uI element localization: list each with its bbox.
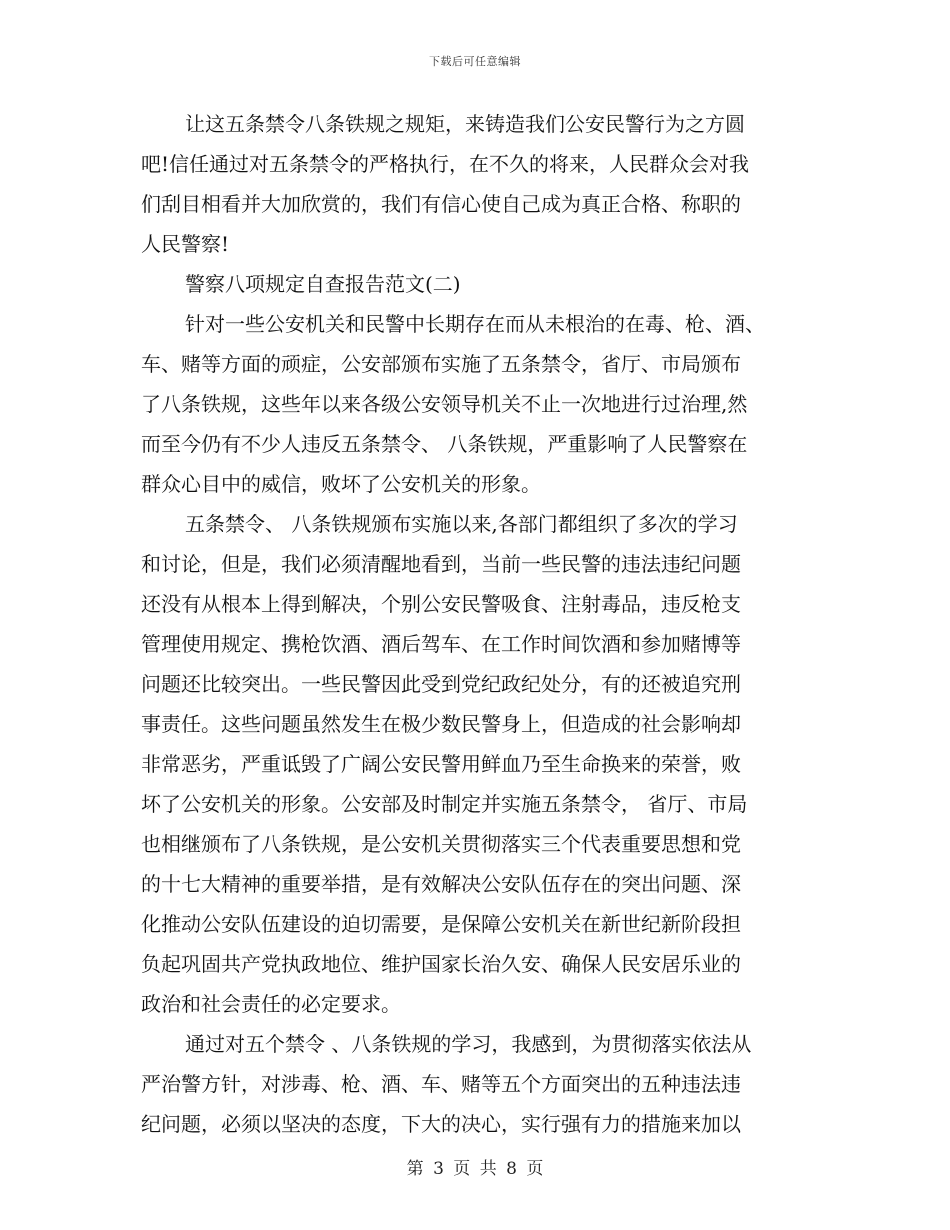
- text-line: 非常恶劣，严重诋毁了广阔公安民警用鲜血乃至生命换来的荣誉，败: [141, 752, 741, 776]
- text-line: 了八条铁规，这些年以来各级公安领导机关不止一次地进行过治理,然: [141, 392, 748, 416]
- text-line: 严治警方针，对涉毒、枪、酒、车、赌等五个方面突出的五种违法违: [141, 1072, 741, 1096]
- text-line: 问题还比较突出。一些民警因此受到党纪政纪处分，有的还被追究刑: [141, 672, 741, 696]
- text-line: 们刮目相看并大加欣赏的，我们有信心使自己成为真正合格、称职的: [141, 192, 741, 216]
- text-line: 让这五条禁令八条铁规之规矩，来铸造我们公安民警行为之方圆: [185, 112, 745, 136]
- text-line: 化推动公安队伍建设的迫切需要，是保障公安机关在新世纪新阶段担: [141, 912, 741, 936]
- text-line: 管理使用规定、携枪饮酒、酒后驾车、在工作时间饮酒和参加赌博等: [141, 632, 741, 656]
- text-line: 五条禁令、 八条铁规颁布实施以来,各部门都组织了多次的学习: [185, 512, 738, 536]
- section-heading: 警察八项规定自查报告范文(二): [185, 272, 461, 296]
- text-line: 吧!信任通过对五条禁令的严格执行，在不久的将来，人民群众会对我: [141, 152, 750, 176]
- text-line: 负起巩固共产党执政地位、维护国家长治久安、确保人民安居乐业的: [141, 952, 741, 976]
- text-line: 针对一些公安机关和民警中长期存在而从未根治的在毒、枪、酒、: [185, 312, 765, 336]
- text-line: 坏了公安机关的形象。公安部及时制定并实施五条禁令， 省厅、市局: [141, 792, 748, 816]
- text-line: 通过对五个禁令 、八条铁规的学习，我感到，为贯彻落实依法从: [185, 1032, 752, 1056]
- text-line: 群众心目中的威信，败坏了公安机关的形象。: [141, 472, 541, 496]
- text-line: 和讨论，但是，我们必须清醒地看到，当前一些民警的违法违纪问题: [141, 552, 741, 576]
- document-body: [141, 104, 806, 1144]
- text-line: 而至今仍有不少人违反五条禁令、 八条铁规，严重影响了人民警察在: [141, 432, 748, 456]
- page-header: 下载后可任意编辑: [429, 55, 521, 68]
- text-line: 事责任。这些问题虽然发生在极少数民警身上，但造成的社会影响却: [141, 712, 741, 736]
- text-line: 人民警察!: [141, 232, 230, 256]
- text-line: 的十七大精神的重要举措，是有效解决公安队伍存在的突出问题、深: [141, 872, 741, 896]
- text-line: 车、赌等方面的顽症，公安部颁布实施了五条禁令，省厅、市局颁布: [141, 352, 741, 376]
- text-line: 纪问题，必须以坚决的态度，下大的决心，实行强有力的措施来加以: [141, 1112, 741, 1136]
- text-line: 政治和社会责任的必定要求。: [141, 992, 401, 1016]
- text-line: 还没有从根本上得到解决，个别公安民警吸食、注射毒品，违反枪支: [141, 592, 741, 616]
- text-line: 也相继颁布了八条铁规，是公安机关贯彻落实三个代表重要思想和党: [141, 832, 741, 856]
- page-number: 第 3 页 共 8 页: [406, 1159, 544, 1179]
